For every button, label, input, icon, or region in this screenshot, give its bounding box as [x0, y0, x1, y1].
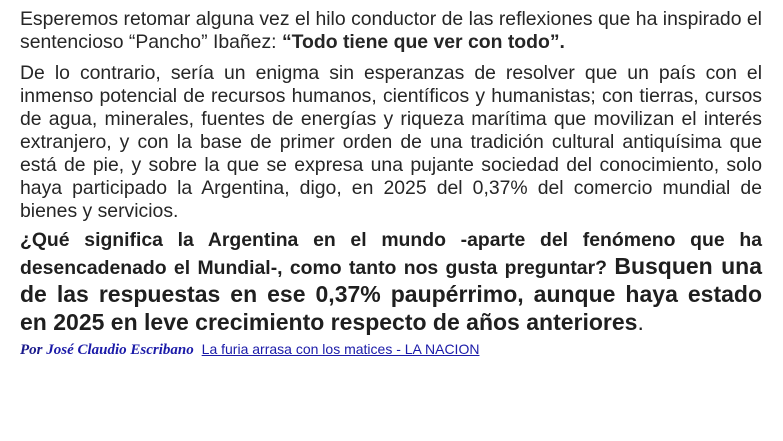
paragraph-body	[20, 62, 762, 223]
byline	[20, 340, 762, 359]
question-text: ¿Qué significa la Argentina en el mundo -aparte del fenómeno que ha desencadenado el Mundial-, como tanto nos gusta preguntar?	[20, 229, 762, 279]
byline-prefix: Por	[20, 342, 47, 358]
source-link[interactable]: La furia arrasa con los matices - LA NACION	[201, 341, 480, 357]
article-excerpt	[20, 8, 762, 359]
answer-text: Busquen una de las respuestas en ese 0,37% paupérrimo, aunque haya estado en 2025 en leve crecimiento respecto de años anteriores	[20, 253, 762, 335]
paragraph-question	[20, 229, 762, 336]
author-name: José Claudio Escribano	[46, 342, 194, 358]
answer-period: .	[637, 309, 644, 335]
paragraph-intro	[20, 8, 762, 54]
intro-text: Esperemos retomar alguna vez el hilo conductor de las reflexiones que ha inspirado el sentencioso “Pancho” Ibañez:	[20, 8, 762, 53]
body-text: De lo contrario, sería un enigma sin esperanzas de resolver que un país con el inmenso potencial de recursos humanos, científicos y humanistas; con tierras, cursos de agua, minerales, fuentes de energías y riqueza marítima que movilizan el interés extranjero, y con la base de primer orden de una tradición cultural antiquísima que está de pie, y sobre la que se expresa una pujante sociedad del conocimiento, solo haya participado la Argentina, digo, en 2025 del 0,37% del comercio mundial de bienes y servicios.	[20, 62, 762, 222]
pancho-quote: “Todo tiene que ver con todo”.	[281, 31, 565, 53]
